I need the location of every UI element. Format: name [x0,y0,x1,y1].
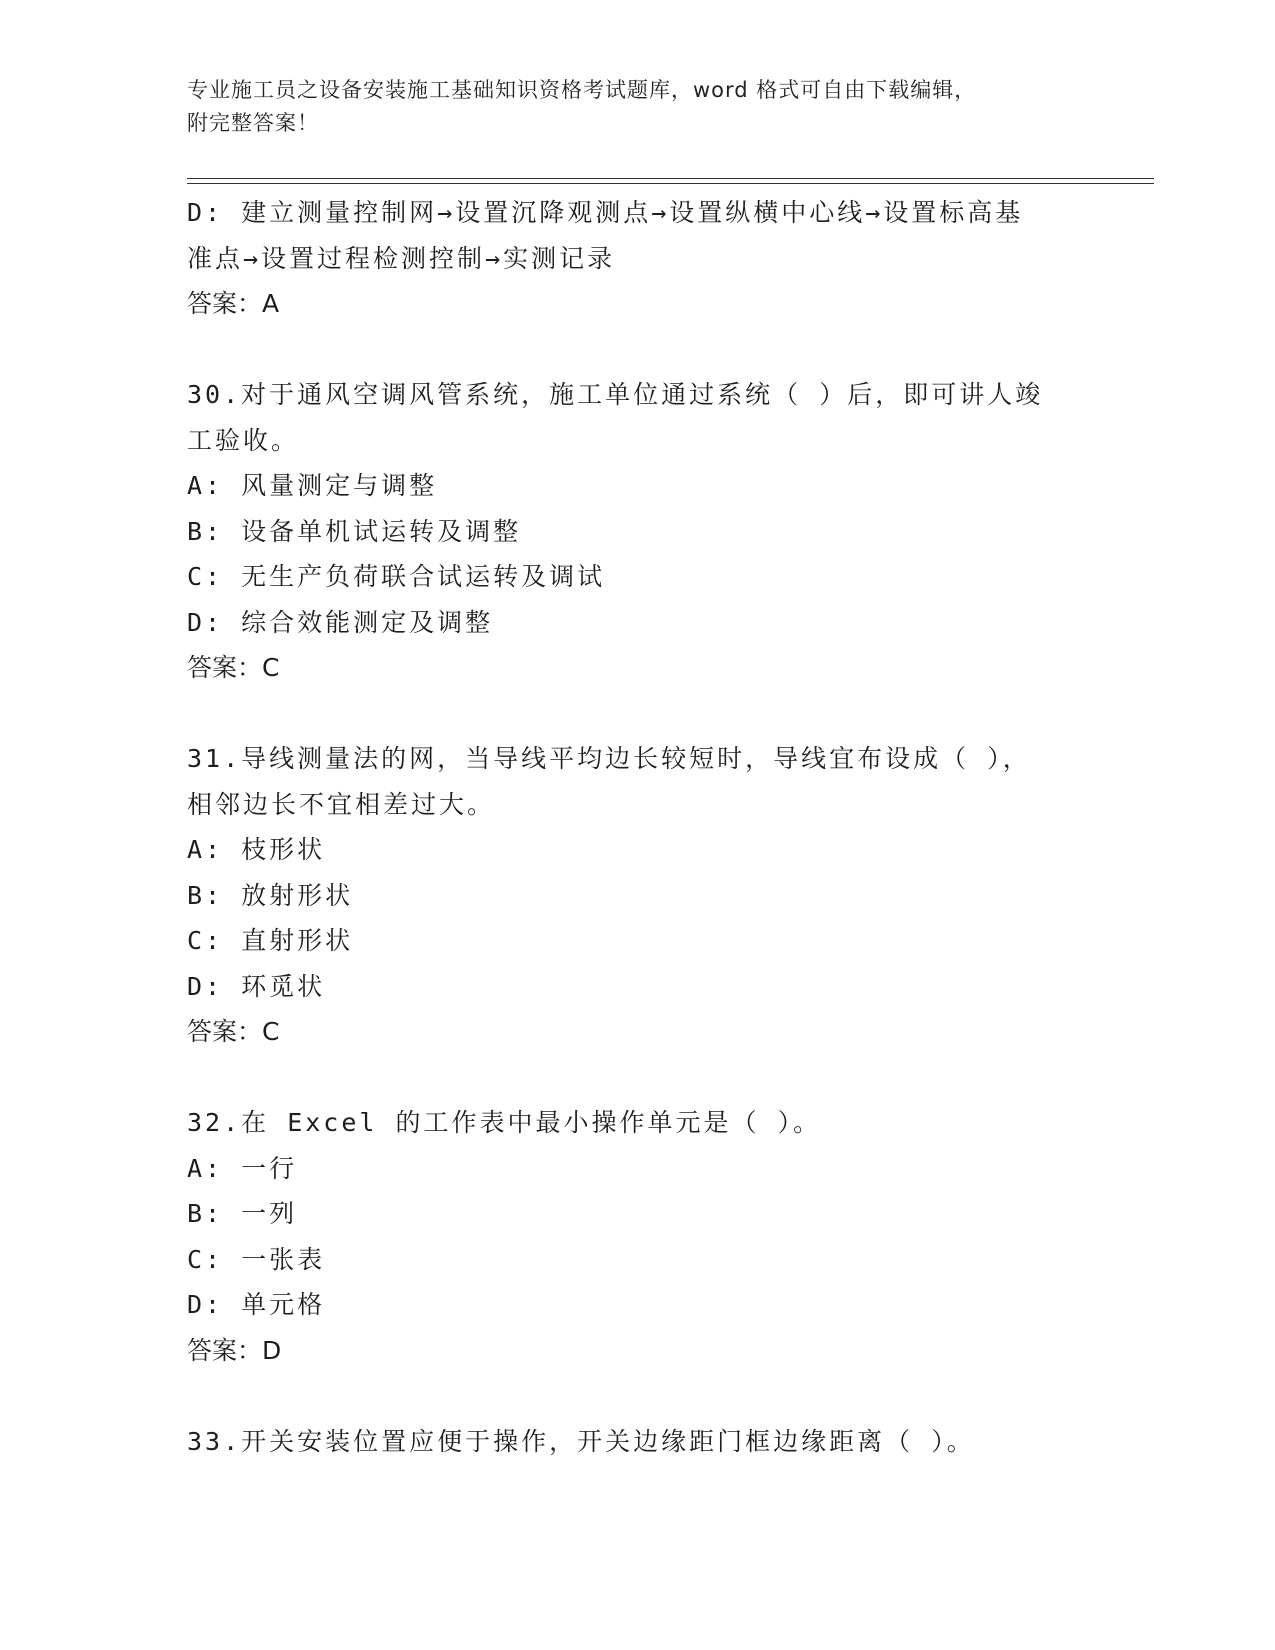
question-stem-line: 30.对于通风空调风管系统，施工单位通过系统（ ）后，即可讲人竣 [187,380,1044,409]
option-c: C: 一张表 [187,1244,326,1274]
question-stem-line: 工验收。 [187,425,300,455]
answer-line: 答案：D [187,1335,282,1365]
option-b: B: 放射形状 [187,880,354,910]
question-stem-line: 33.开关安装位置应便于操作，开关边缘距门框边缘距离（ ）。 [187,1426,975,1456]
option-a: A: 一行 [187,1153,298,1183]
answer-line: 答案：A [187,289,280,318]
option-d-line-2: 准点→设置过程检测控制→实测记录 [187,243,616,273]
question-33 [187,1419,1087,1465]
question-stem-line: 31.导线测量法的网，当导线平均边长较短时，导线宜布设成（ ）， [187,744,1031,773]
header-line-2: 附完整答案！ [187,111,319,135]
option-d: D: 单元格 [187,1290,326,1319]
header-rule-top [187,178,1154,179]
option-b: B: 设备单机试运转及调整 [187,516,522,546]
option-d: D: 综合效能测定及调整 [187,607,494,637]
answer-line: 答案：C [187,1017,280,1046]
question-31 [187,736,1087,1055]
option-d-line-1: D: 建立测量控制网→设置沉降观测点→设置纵横中心线→设置标高基 [187,198,1024,227]
option-b: B: 一列 [187,1199,298,1228]
document-header [187,74,1087,140]
question-30 [187,372,1087,691]
header-line-1: 专业施工员之设备安装施工基础知识资格考试题库，word 格式可自由下载编辑， [187,78,977,102]
question-list [187,190,1087,1464]
option-d: D: 环觅状 [187,971,326,1001]
question-32 [187,1100,1087,1373]
question-stem-line: 相邻边长不宜相差过大。 [187,789,496,819]
option-c: C: 无生产负荷联合试运转及调试 [187,562,606,591]
option-a: A: 风量测定与调整 [187,471,438,500]
option-a: A: 枝形状 [187,835,326,864]
question-stem-line: 32.在 Excel 的工作表中最小操作单元是（ ）。 [187,1108,822,1137]
header-rule-bottom [187,183,1154,184]
option-c: C: 直射形状 [187,926,354,955]
previous-question-tail [187,190,1087,327]
answer-line: 答案：C [187,653,280,682]
